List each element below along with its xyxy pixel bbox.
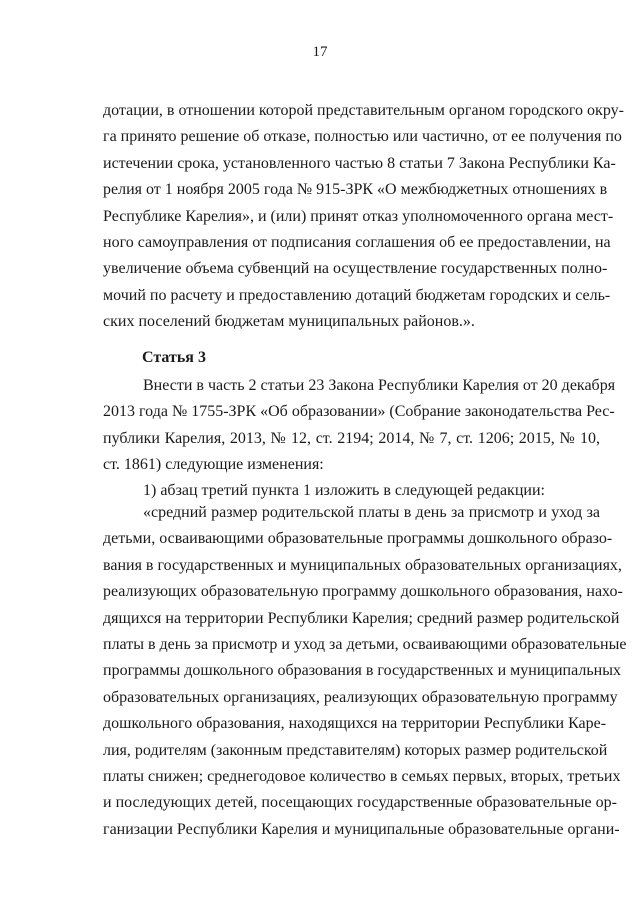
text-line: 2013 года № 1755-ЗРК «Об образовании» (Собрание законодательства Рес- [103,403,615,421]
text-line: дотации, в отношении которой представительным органом городского окру- [103,102,624,119]
paragraph-quoted-text [103,500,627,843]
text-line: и последующих детей, посещающих государственные образовательные ор- [103,794,617,812]
text-line: детьми, осваивающими образовательные программы дошкольного образо- [103,530,613,548]
text-line: платы снижен; среднегодовое количество в семьях первых, вторых, третьих [103,767,621,785]
text-line: истечении срока, установленного частью 8 статьи 7 Закона Республики Ка- [103,154,616,172]
text-line: ганизации Республики Карелия и муниципальные образовательные органи- [103,820,620,838]
text-line: реализующих образовательную программу дошкольного образования, нахо- [103,583,623,601]
text-line: публики Карелия, 2013, № 12, ст. 2194; 2014, № 7, ст. 1206; 2015, № 10, [103,429,600,447]
text-line: 1) абзац третий пункта 1 изложить в следующей редакции: [143,482,545,499]
text-line: увеличение объема субвенций на осуществление государственных полно- [103,260,608,278]
text-line: ст. 1861) следующие изменения: [103,456,324,474]
text-line: релия от 1 ноября 2005 года № 915-ЗРК «О межбюджетных отношениях в [103,181,608,199]
text-line: Республике Карелия», и (или) принят отказ уполномоченного органа мест- [103,207,614,225]
text-line: ного самоуправления от подписания соглашения об ее предоставлении, на [103,233,611,251]
text-line: га принято решение об отказе, полностью или частично, от ее получения по [103,128,622,146]
article-heading: Статья 3 [142,349,206,366]
paragraph-amendment-intro [103,373,616,479]
text-line: ских поселений бюджетам муниципальных районов.». [103,313,475,331]
text-line: образовательных организациях, реализующих образовательную программу [103,688,618,706]
text-line: программы дошкольного образования в государственных и муниципальных [103,662,621,680]
text-line: Внести в часть 2 статьи 23 Закона Республики Карелия от 20 декабря [143,377,616,394]
text-line: мочий по расчету и предоставлению дотаций бюджетам городских и сель- [103,286,611,304]
text-line: лия, родителям (законным представителям) которых размер родительской [103,741,608,759]
text-line: вания в государственных и муниципальных образовательных организациях, [103,556,622,574]
text-line: платы в день за присмотр и уход за детьми, осваивающими образовательные [103,635,627,653]
paragraph-continuation [103,98,624,336]
text-line: дошкольного образования, находящихся на территории Республики Каре- [103,715,607,733]
text-line: «средний размер родительской платы в день за присмотр и уход за [143,504,600,521]
page-number: 17 [312,44,328,60]
text-line: дящихся на территории Республики Карелия; средний размер родительской [103,609,620,627]
